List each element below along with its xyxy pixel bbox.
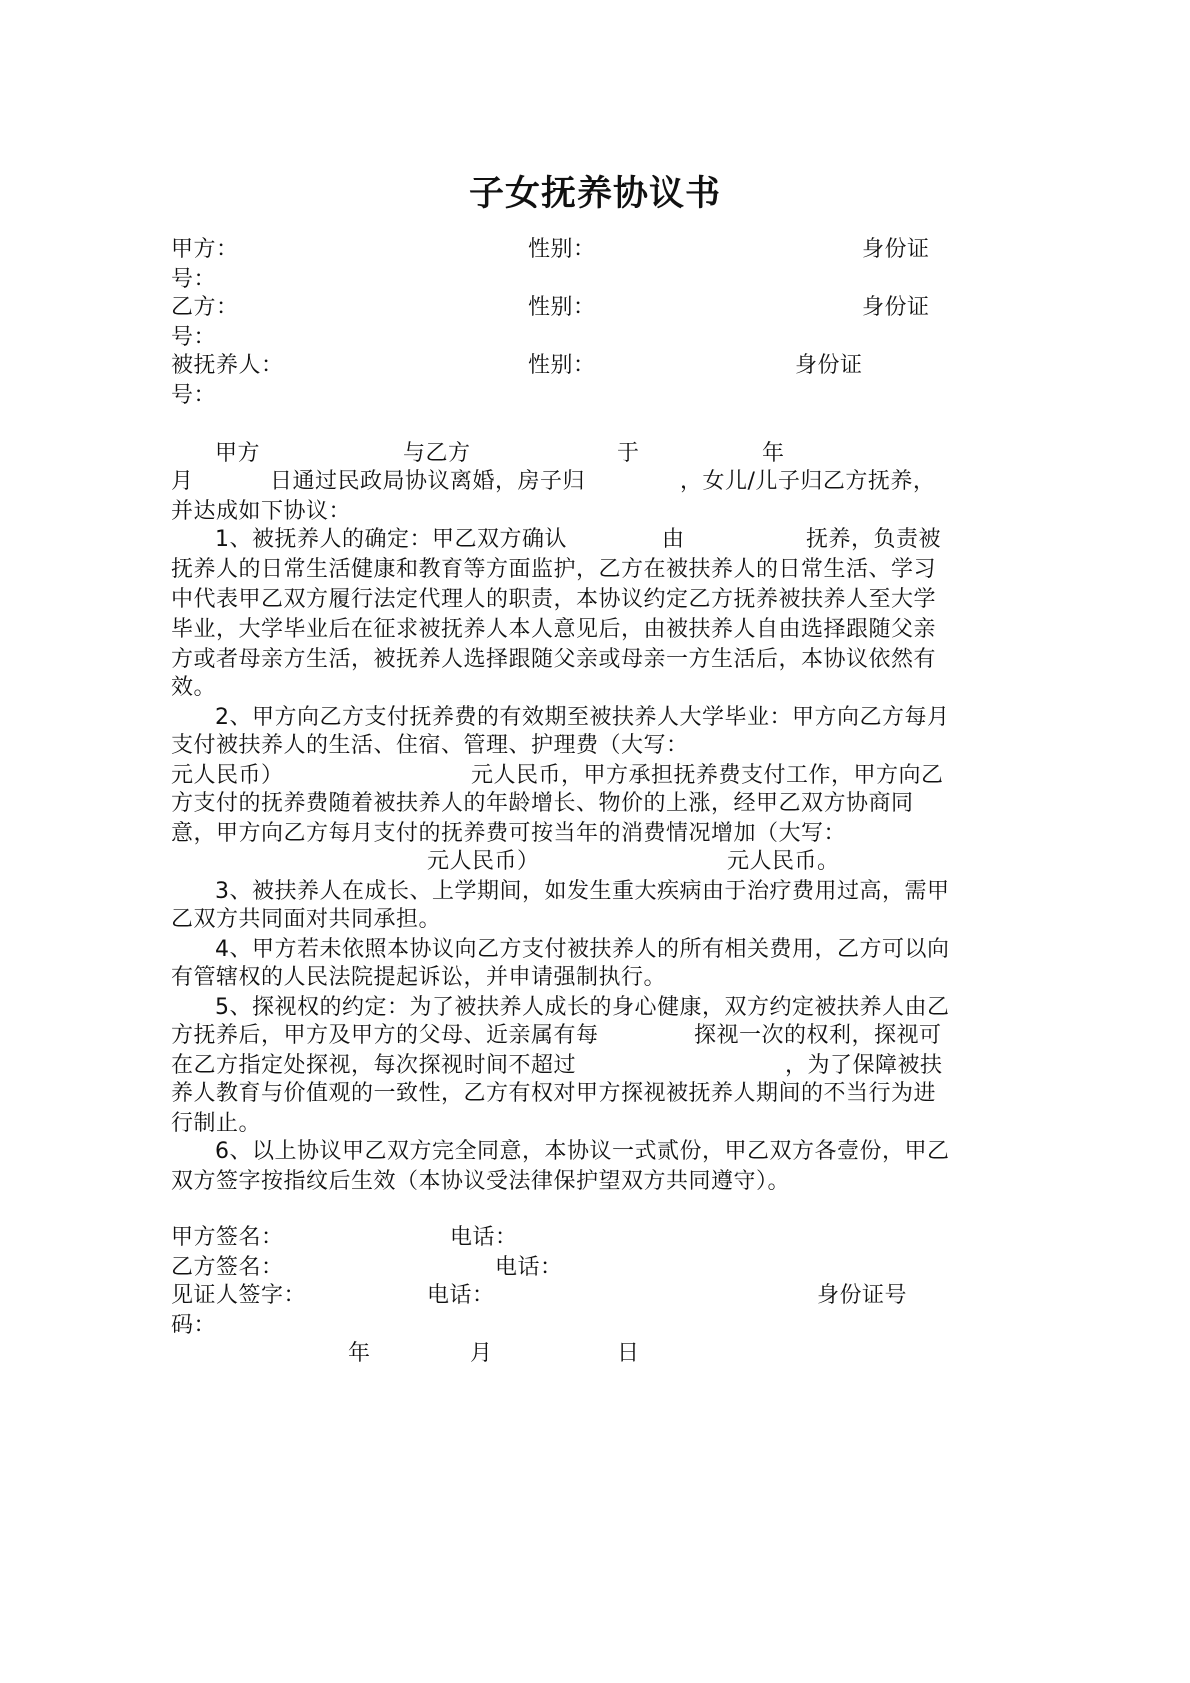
clause5-line3a: 在乙方指定处探视，每次探视时间不超过 [171,1053,577,1078]
clause6-line1: 6、以上协议甲乙双方完全同意，本协议一式贰份，甲乙双方各壹份，甲乙 [215,1139,950,1164]
clause5-line1: 5、探视权的约定：为了被扶养人成长的身心健康，双方约定被扶养人由乙 [215,995,950,1020]
clause2-line1: 2、甲方向乙方支付抚养费的有效期至被扶养人大学毕业：甲方向乙方每月 [215,705,950,730]
clause1-line5: 方或者母亲方生活，被抚养人选择跟随父亲或母亲一方生活后，本协议依然有 [171,647,937,672]
dependent-id-label-cont: 号： [171,383,217,408]
clause2-line4: 方支付的抚养费随着被扶养人的年龄增长、物价的上涨，经甲乙双方协商同 [171,791,914,816]
party-a-signature-label: 甲方签名： [171,1225,284,1250]
intro-party-a: 甲方 [215,441,261,466]
date-month-label: 月 [470,1341,493,1366]
party-b-phone-label: 电话： [495,1255,563,1280]
date-year-label: 年 [348,1341,371,1366]
clause1-line4: 毕业，大学毕业后在征求被抚养人本人意见后，由被扶养人自由选择跟随父亲 [171,617,937,642]
date-day-label: 日 [617,1341,640,1366]
witness-id-label-cont: 码： [171,1313,217,1338]
clause4-line1: 4、甲方若未依照本协议向乙方支付被扶养人的所有相关费用，乙方可以向 [215,937,950,962]
party-b-id-label: 身份证 [862,295,930,320]
clause2-line2: 支付被扶养人的生活、住宿、管理、护理费（大写： [171,733,689,758]
witness-phone-label: 电话： [427,1283,495,1308]
party-b-signature-label: 乙方签名： [171,1255,284,1280]
clause5-line3b: ，为了保障被扶 [785,1053,943,1078]
party-a-gender-label: 性别： [528,237,596,262]
clause3-line1: 3、被扶养人在成长、上学期间，如发生重大疾病由于治疗费用过高，需甲 [215,879,950,904]
dependent-gender-label: 性别： [528,353,596,378]
clause2-line6b: 元人民币。 [727,849,840,874]
clause1-line3: 中代表甲乙双方履行法定代理人的职责，本协议约定乙方抚养被扶养人至大学 [171,587,937,612]
dependent-id-label: 身份证 [795,353,863,378]
clause2-line5: 意，甲方向乙方每月支付的抚养费可按当年的消费情况增加（大写： [171,821,847,846]
party-b-label: 乙方： [171,295,239,320]
intro-with-party-b: 与乙方 [403,441,471,466]
clause1-line6: 效。 [171,675,217,700]
intro-month: 月 [171,469,194,494]
party-a-id-label: 身份证 [862,237,930,262]
intro-on: 于 [617,441,640,466]
party-a-phone-label: 电话： [450,1225,518,1250]
clause3-line2: 乙双方共同面对共同承担。 [171,907,442,932]
clause5-line2b: 探视一次的权利，探视可 [694,1023,942,1048]
clause1-line1c: 抚养，负责被 [806,527,942,552]
clause2-line6a: 元人民币） [427,849,540,874]
clause2-line3a: 元人民币） [171,763,284,788]
clause2-line3b: 元人民币，甲方承担抚养费支付工作，甲方向乙 [471,763,944,788]
dependent-label: 被抚养人： [171,353,284,378]
clause4-line2: 有管辖权的人民法院提起诉讼，并申请强制执行。 [171,965,667,990]
clause1-line1b: 由 [662,527,685,552]
party-b-gender-label: 性别： [528,295,596,320]
clause1-line1a: 1、被抚养人的确定：甲乙双方确认 [215,527,567,552]
clause5-line4: 养人教育与价值观的一致性，乙方有权对甲方探视被抚养人期间的不当行为进 [171,1081,937,1106]
clause5-line5: 行制止。 [171,1111,262,1136]
clause1-line2: 抚养人的日常生活健康和教育等方面监护，乙方在被扶养人的日常生活、学习 [171,557,937,582]
intro-divorce-text: 日通过民政局协议离婚，房子归 [270,469,586,494]
witness-signature-label: 见证人签字： [171,1283,307,1308]
clause6-line2: 双方签字按指纹后生效（本协议受法律保护望双方共同遵守）。 [171,1169,791,1194]
document-title: 子女抚养协议书 [468,173,721,214]
witness-id-label: 身份证号 [817,1283,908,1308]
intro-custody-text: ，女儿/儿子归乙方抚养， [680,469,936,494]
party-a-id-label-cont: 号： [171,267,217,292]
party-a-label: 甲方： [171,237,239,262]
clause5-line2a: 方抚养后，甲方及甲方的父母、近亲属有每 [171,1023,599,1048]
intro-year: 年 [762,441,785,466]
party-b-id-label-cont: 号： [171,325,217,350]
intro-agreement-line: 并达成如下协议： [171,499,352,524]
